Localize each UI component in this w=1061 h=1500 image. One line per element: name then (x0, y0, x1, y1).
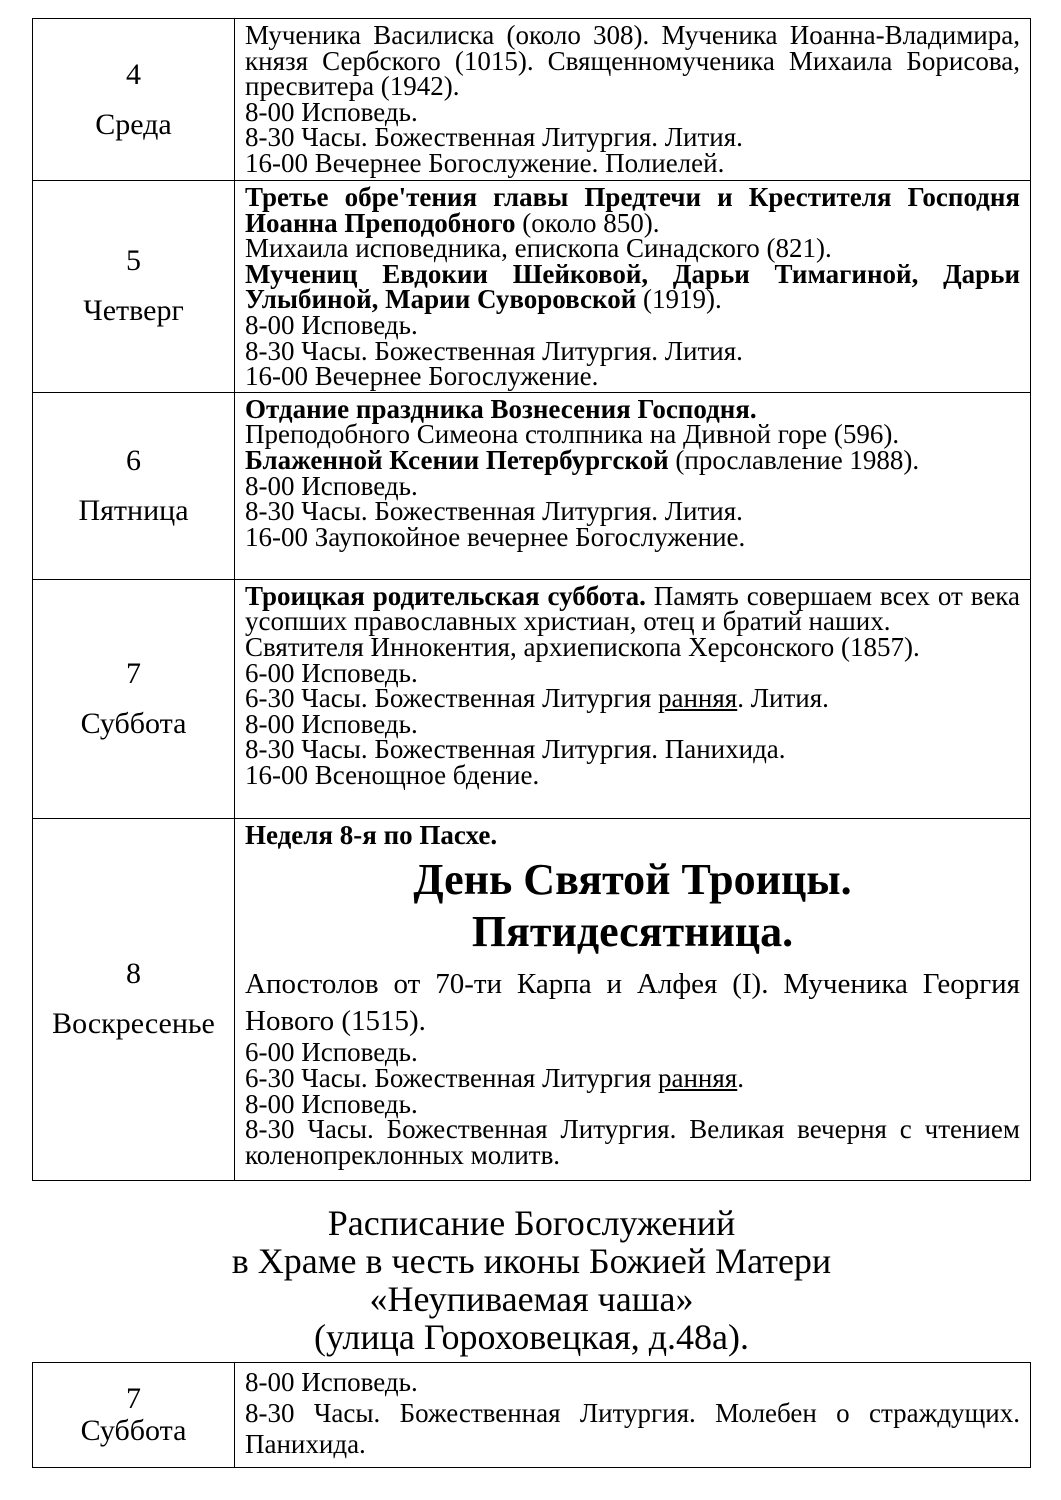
service-line (245, 1062, 1020, 1093)
service-line: 8-30 Часы. Божественная Литургия. Лития. (245, 122, 743, 153)
saints-text: Мученика Василиска (около 308). Мученика Иоанна-Владимира, князя Сербского (1015). Священномученика Михаила Борисова, пресвитера (1942). (245, 20, 1020, 102)
service-line: 8-30 Часы. Божественная Литургия. Великая вечерня с чтением коленопреклонных молитв. (245, 1114, 1020, 1170)
day-number: 5 (126, 244, 141, 278)
day-cell (33, 1363, 235, 1468)
day-number: 8 (126, 957, 141, 991)
feast-bold: Отдание праздника Вознесения Господня. (245, 393, 757, 424)
weekday: Суббота (80, 706, 187, 740)
martyrs-date: (1919). (636, 284, 722, 315)
day-number: 4 (126, 57, 141, 91)
service-line: 8-00 Исповедь. (245, 470, 418, 501)
schedule-row (33, 392, 1031, 579)
second-schedule-table (32, 1362, 1031, 1468)
service-text: . (737, 1062, 744, 1093)
schedule-row (33, 19, 1031, 181)
service-line: 8-30 Часы. Божественная Литургия. Лития. (245, 496, 743, 527)
feast-desc: Память совершаем всех от века усопших православных христиан, отец и братий наших. (245, 580, 1020, 637)
schedule-row (33, 181, 1031, 393)
week-title: Неделя 8-я по Пасхе. (245, 819, 498, 850)
feast-text (245, 580, 1020, 637)
service-line: 16-00 Заупокойное вечернее Богослужение. (245, 521, 746, 552)
feast-title (245, 854, 1020, 958)
second-schedule-header (32, 1204, 1031, 1356)
day-number: 7 (126, 1382, 141, 1415)
section-title: в Храме в честь иконы Божией Матери (231, 1241, 832, 1281)
section-title: «Неупиваемая чаша» (369, 1279, 694, 1319)
schedule-row (33, 579, 1031, 818)
day-cell (33, 181, 235, 393)
day-cell (33, 19, 235, 181)
weekday: Среда (95, 107, 172, 141)
feast-title-line: Пятидесятница. (471, 907, 794, 957)
day-text (235, 19, 1031, 181)
early-liturgy-underline: ранняя (658, 1062, 738, 1093)
saint-bold: Блаженной Ксении Петербургской (245, 444, 669, 475)
service-line: 16-00 Всенощное бдение. (245, 759, 540, 790)
weekday: Суббота (80, 1414, 187, 1447)
service-line: 8-30 Часы. Божественная Литургия. Панихида. (245, 734, 786, 765)
service-line: 6-00 Исповедь. (245, 1037, 418, 1068)
day-number: 7 (126, 656, 141, 690)
day-cell (33, 579, 235, 818)
feast-text (245, 182, 1020, 238)
saint-date: (прославление 1988). (668, 444, 920, 475)
saints-text (245, 966, 1020, 1040)
service-line (245, 683, 1020, 714)
early-liturgy-underline: ранняя (658, 683, 738, 714)
day-text (235, 579, 1031, 818)
weekday: Пятница (78, 493, 189, 527)
day-number: 6 (126, 443, 141, 477)
saints-text: Преподобного Симеона столпника на Дивной горе (596). (245, 419, 900, 450)
schedule-table (32, 18, 1031, 1181)
service-line: 6-00 Исповедь. (245, 657, 418, 688)
day-cell (33, 392, 235, 579)
saint-glorification (245, 444, 1020, 475)
saints-text: Михаила исповедника, епископа Синадского (821). (245, 233, 832, 264)
feast-title-line: День Святой Троицы. (413, 855, 852, 905)
martyrs-text (245, 258, 1020, 315)
schedule-row (33, 818, 1031, 1180)
service-text: . Лития. (737, 683, 829, 714)
feast-bold: Троицкая родительская суббота. (245, 580, 646, 611)
section-title: (улица Гороховецкая, д.48а). (313, 1317, 750, 1357)
day-text (235, 181, 1031, 393)
day-text (235, 1363, 1031, 1468)
saints-text: Святителя Иннокентия, архиепископа Херсонского (1857). (245, 631, 920, 662)
schedule-row (33, 1363, 1031, 1468)
day-text (235, 392, 1031, 579)
service-text: 6-30 Часы. Божественная Литургия (245, 683, 658, 714)
section-title: Расписание Богослужений (327, 1203, 736, 1243)
weekday: Воскресенье (52, 1007, 215, 1041)
saints-line: Апостолов от 70-ти Карпа и Алфея (I). Мученика Георгия Нового (1515). (245, 968, 1020, 1038)
day-cell (33, 818, 235, 1180)
service-line: 16-00 Вечернее Богослужение. (245, 361, 599, 392)
feast-date: (около 850). (515, 207, 660, 238)
weekday: Четверг (83, 294, 184, 328)
feast-bold: Третье обре'тения главы Предтечи и Крестителя Господня Иоанна Преподобного (245, 182, 1020, 238)
service-line: 8-00 Исповедь. (245, 96, 418, 127)
service-line: 16-00 Вечернее Богослужение. Полиелей. (245, 147, 725, 178)
service-line: 8-00 Исповедь. (245, 1088, 418, 1119)
service-line: 8-30 Часы. Божественная Литургия. Лития. (245, 335, 743, 366)
service-text: 6-30 Часы. Божественная Литургия (245, 1062, 658, 1093)
martyrs-bold: Мучениц Евдокии Шейковой, Дарьи Тимагиной, Дарьи Улыбиной, Марии Суворовской (245, 258, 1020, 315)
day-text (235, 818, 1031, 1180)
service-line: 8-00 Исповедь. (245, 708, 418, 739)
service-line: 8-00 Исповедь. (245, 1367, 418, 1397)
service-line: 8-30 Часы. Божественная Литургия. Молебен о страждущих. Панихида. (245, 1398, 1020, 1459)
service-line: 8-00 Исповедь. (245, 309, 418, 340)
